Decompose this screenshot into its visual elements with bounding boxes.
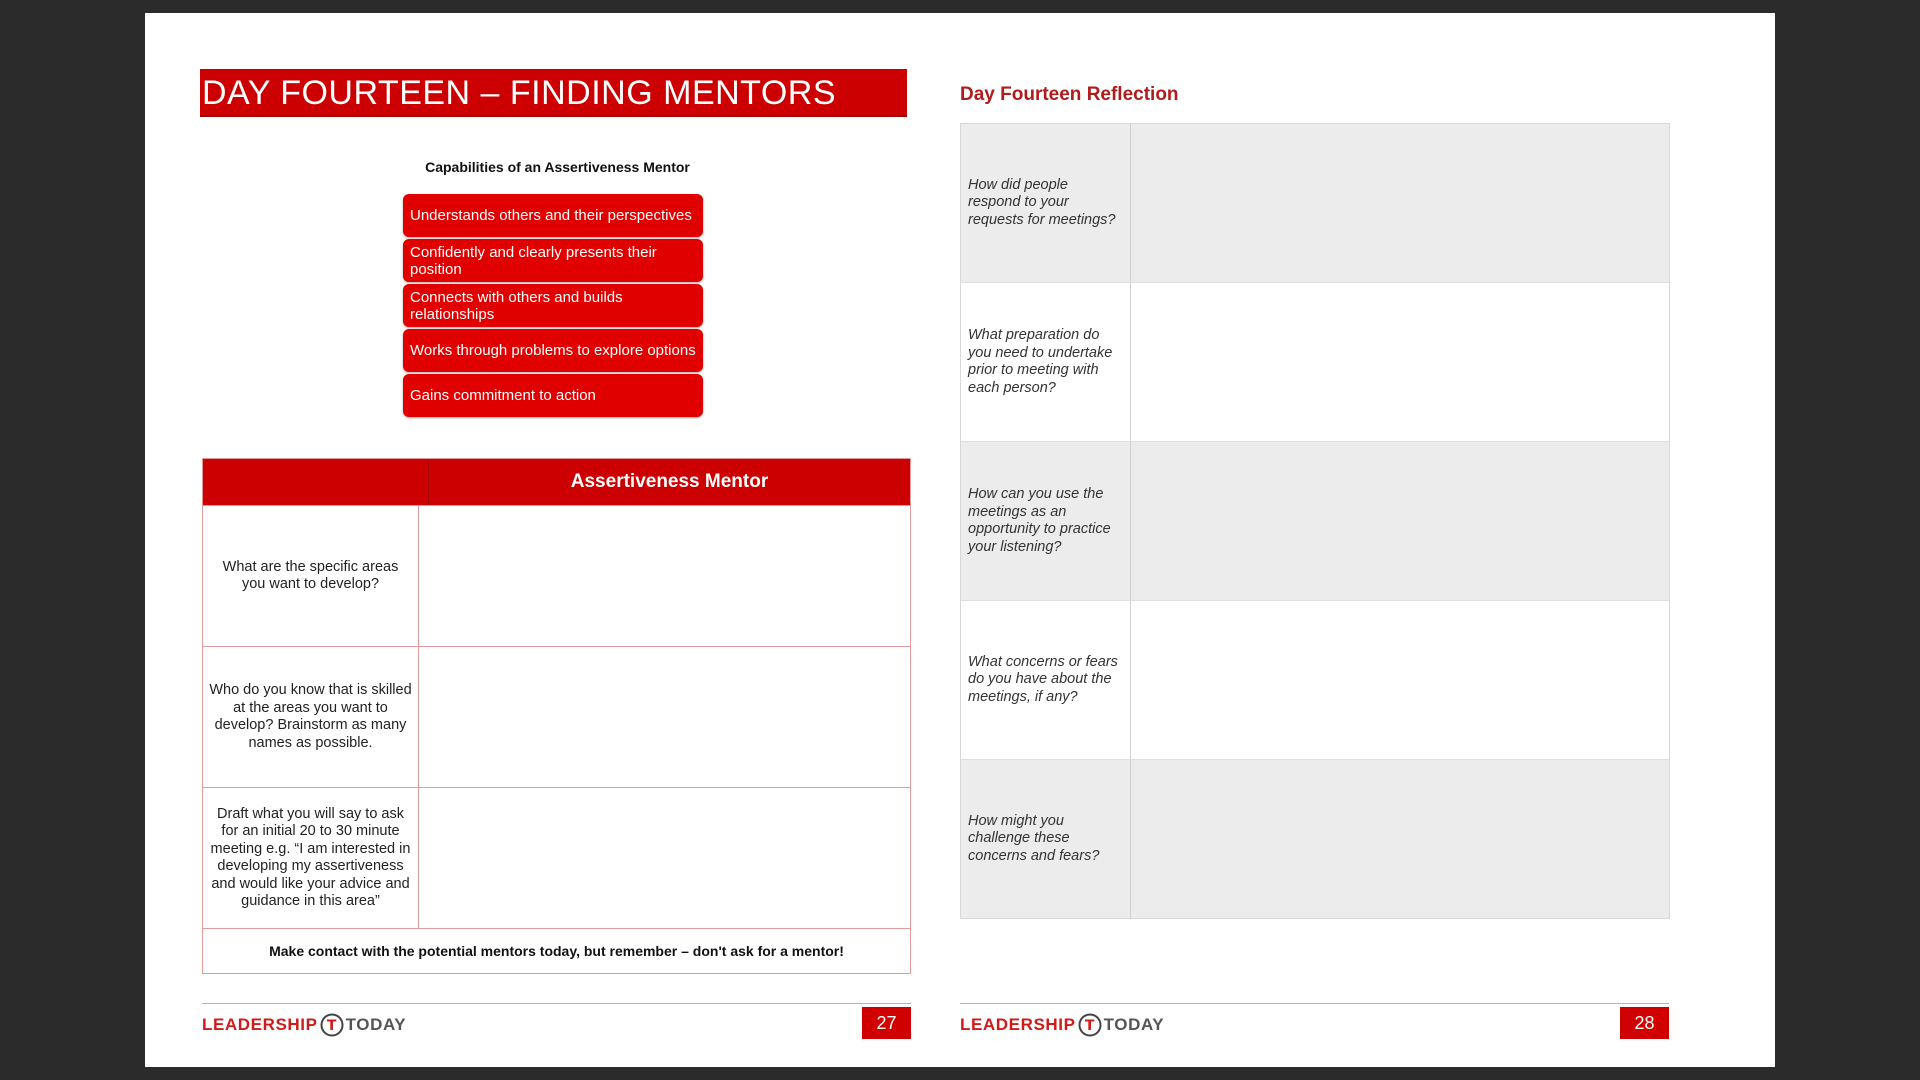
capabilities-list — [403, 194, 703, 419]
capability-item — [403, 284, 703, 327]
header-blank-cell — [203, 459, 429, 505]
table-row — [961, 124, 1669, 282]
capability-text: Understands others and their perspectives — [410, 207, 692, 224]
question-cell: What preparation do you need to undertake prior to meeting with each person? — [961, 283, 1131, 441]
question-cell: What are the specific areas you want to develop? — [203, 506, 419, 646]
capability-text: Works through problems to explore options — [410, 342, 696, 359]
reflection-table — [960, 123, 1670, 919]
table-row — [961, 441, 1669, 600]
mentor-table — [202, 458, 911, 974]
question-cell: What concerns or fears do you have about the meetings, if any? — [961, 601, 1131, 759]
capability-item — [403, 239, 703, 282]
page-footer — [202, 1003, 911, 1039]
answer-cell[interactable] — [1131, 442, 1669, 600]
table-row — [203, 646, 910, 787]
question-cell: Draft what you will say to ask for an initial 20 to 30 minute meeting e.g. “I am interested in developing my assertiveness and would like your advice and guidance in this area” — [203, 788, 419, 928]
mentor-table-header — [203, 459, 910, 505]
question-cell: Who do you know that is skilled at the areas you want to develop? Brainstorm as many names as possible. — [203, 647, 419, 787]
document-spread — [145, 13, 1775, 1067]
logo-mark-icon — [1078, 1013, 1102, 1037]
table-row — [961, 600, 1669, 759]
capabilities-heading: Capabilities of an Assertiveness Mentor — [425, 159, 690, 175]
page-27 — [145, 13, 960, 1067]
answer-cell[interactable] — [1131, 601, 1669, 759]
capability-text: Confidently and clearly presents their position — [410, 243, 657, 278]
table-footer-note: Make contact with the potential mentors today, but remember – don't ask for a mentor! — [203, 928, 910, 973]
logo-lead-text: LEADERSHIP — [960, 1015, 1076, 1034]
page-number: 27 — [862, 1007, 911, 1039]
answer-cell[interactable] — [1131, 760, 1669, 918]
page-number: 28 — [1620, 1007, 1669, 1039]
answer-cell[interactable] — [419, 788, 910, 928]
header-title: Assertiveness Mentor — [570, 471, 769, 492]
answer-cell[interactable] — [419, 647, 910, 787]
capability-item — [403, 374, 703, 417]
table-row — [203, 787, 910, 928]
capability-text: Gains commitment to action — [410, 387, 596, 404]
answer-cell[interactable] — [419, 506, 910, 646]
question-cell: How can you use the meetings as an opportunity to practice your listening? — [961, 442, 1131, 600]
page-28 — [960, 13, 1775, 1067]
table-row — [961, 759, 1669, 918]
answer-cell[interactable] — [1131, 124, 1669, 282]
table-row — [203, 505, 910, 646]
question-cell: How might you challenge these concerns and fears? — [961, 760, 1131, 918]
capability-item — [403, 329, 703, 372]
leadership-today-logo — [960, 1013, 1164, 1037]
leadership-today-logo — [202, 1013, 406, 1037]
capability-item — [403, 194, 703, 237]
logo-lead-text: LEADERSHIP — [202, 1015, 318, 1034]
logo-mark-icon — [320, 1013, 344, 1037]
page-title: DAY FOURTEEN – FINDING MENTORS — [200, 69, 907, 117]
logo-today-text: TODAY — [1103, 1015, 1165, 1034]
table-row — [961, 282, 1669, 441]
question-cell: How did people respond to your requests for meetings? — [961, 124, 1131, 282]
logo-mark-letter: T — [1084, 1018, 1095, 1034]
answer-cell[interactable] — [1131, 283, 1669, 441]
capability-text: Connects with others and builds relationships — [410, 288, 623, 323]
logo-today-text: TODAY — [345, 1015, 407, 1034]
reflection-title: Day Fourteen Reflection — [960, 84, 1179, 105]
logo-mark-letter: T — [326, 1018, 337, 1034]
page-footer — [960, 1003, 1669, 1039]
